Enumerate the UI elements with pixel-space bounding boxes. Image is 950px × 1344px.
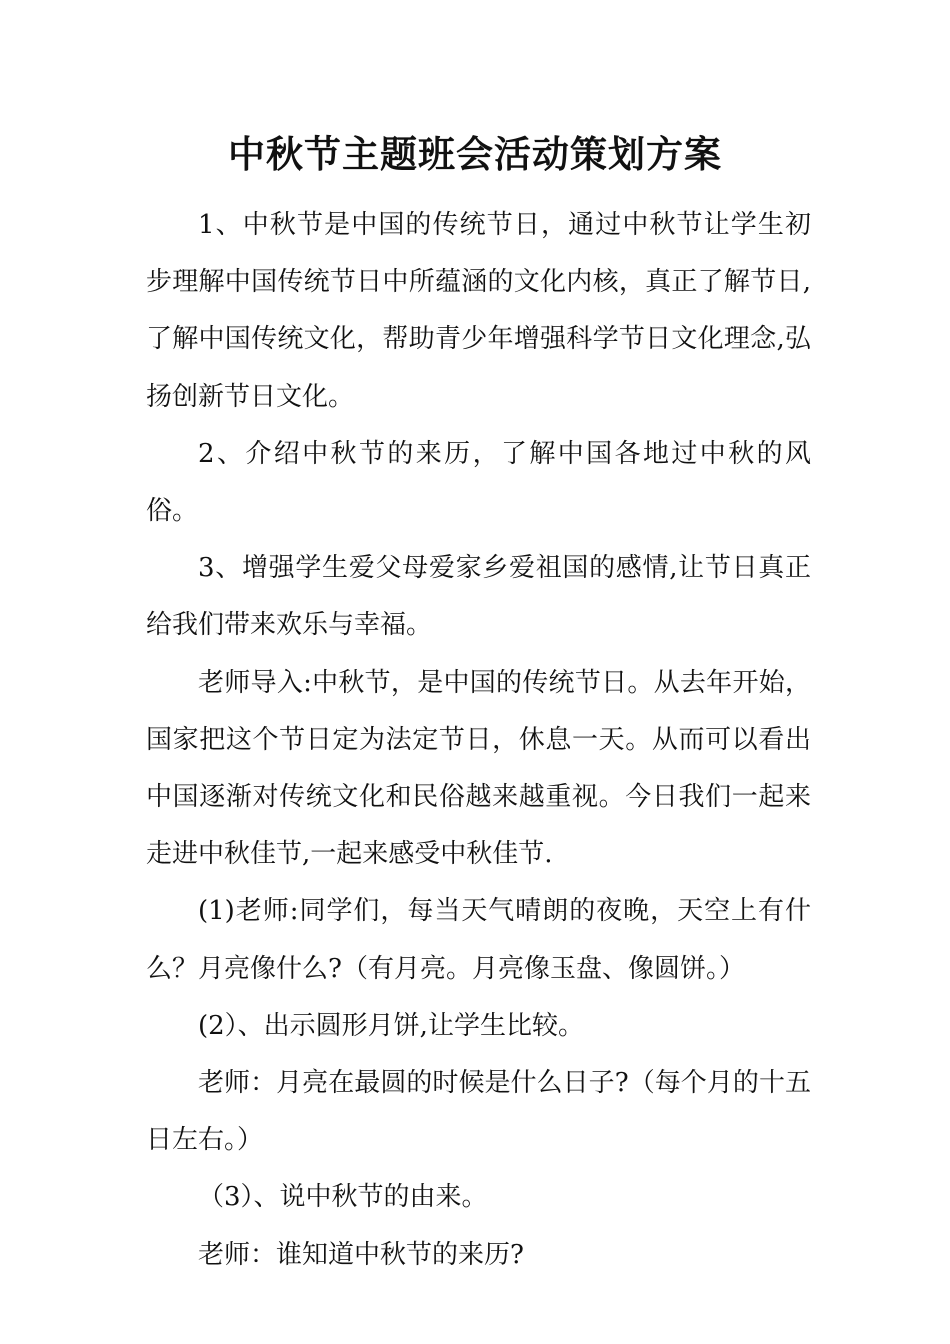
paragraph-step-2: (2）、出示圆形月饼,让学生比较。 bbox=[198, 1010, 584, 1041]
paragraph-teacher-origin: 老师：谁知道中秋节的来历? bbox=[198, 1239, 524, 1270]
paragraph-step-1: (1)老师:同学们，每当天气晴朗的夜晚，天空上有什么？月亮像什么?（有月亮。月亮像玉盘、像圆饼。） bbox=[146, 896, 811, 984]
paragraph-step-3: （3）、说中秋节的由来。 bbox=[198, 1182, 488, 1213]
paragraph-objective-2: 2、介绍中秋节的来历，了解中国各地过中秋的风俗。 bbox=[146, 438, 811, 527]
document-title: 中秋节主题班会活动策划方案 bbox=[228, 132, 722, 176]
paragraph-teacher-question: 老师：月亮在最圆的时候是什么日子?（每个月的十五日左右。） bbox=[146, 1068, 811, 1156]
document-body bbox=[146, 197, 811, 1284]
paragraph-objective-1: 1、中秋节是中国的传统节日，通过中秋节让学生初步理解中国传统节日中所蕴涵的文化内核，真正了解节日,了解中国传统文化，帮助青少年增强科学节日文化理念,弘扬创新节日文化。 bbox=[146, 210, 811, 412]
paragraph-teacher-intro: 老师导入:中秋节，是中国的传统节日。从去年开始，国家把这个节日定为法定节日，休息一天。从而可以看出中国逐渐对传统文化和民俗越来越重视。今日我们一起来走进中秋佳节,一起来感受中秋佳节. bbox=[146, 667, 811, 870]
paragraph-objective-3: 3、增强学生爱父母爱家乡爱祖国的感情,让节日真正给我们带来欢乐与幸福。 bbox=[146, 553, 811, 641]
